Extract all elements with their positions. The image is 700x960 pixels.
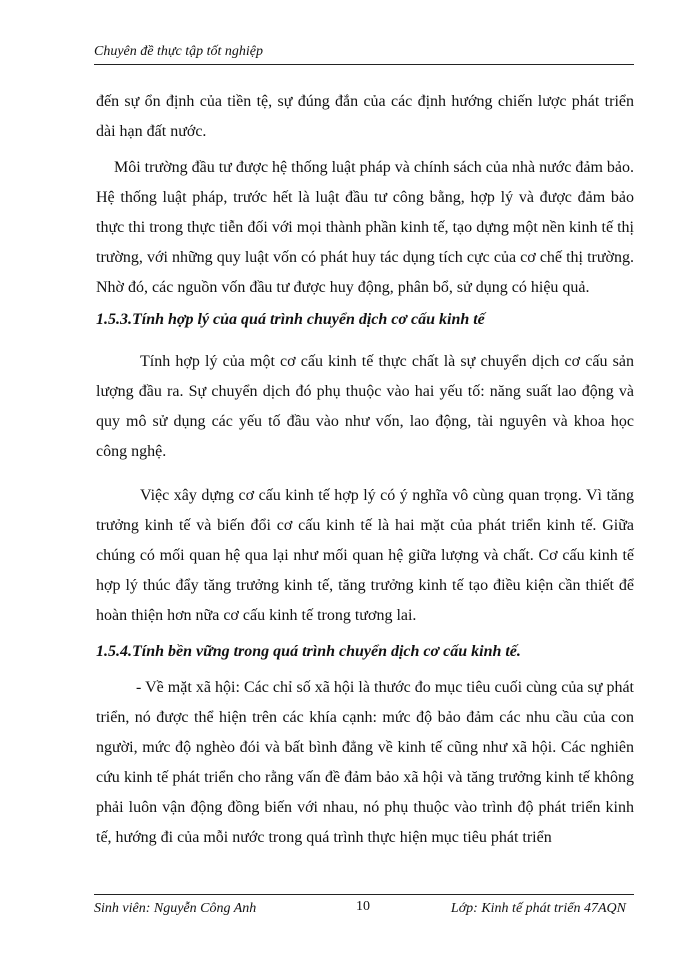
page-number: 10 xyxy=(356,899,370,914)
section-heading-1-5-3: 1.5.3.Tính hợp lý của quá trình chuyển dịch cơ cấu kinh tế xyxy=(96,311,485,328)
paragraph-continuation: đến sự ổn định của tiền tệ, sự đúng đắn của các định hướng chiến lược phát triển dài hạn đất nước. xyxy=(96,93,634,140)
footer-class-name: Lớp: Kinh tế phát triển 47AQN xyxy=(450,901,626,916)
paragraph-rationality: Tính hợp lý của một cơ cấu kinh tế thực chất là sự chuyển dịch cơ cấu sản lượng đầu ra. Sự chuyển dịch đó phụ thuộc vào hai yếu tố: năng suất lao động và quy mô sử dụng các yếu tố đầu vào như vốn, lao động, tài nguyên và khoa học công nghệ. xyxy=(96,353,634,460)
paragraph-investment-environment: Môi trường đầu tư được hệ thống luật pháp và chính sách của nhà nước đảm bảo. Hệ thống luật pháp, trước hết là luật đầu tư công bằng, hợp lý và được đảm bảo thực thi trong thực tiễn đối với mọi thành phần kinh tế, tạo dựng một nền kinh tế thị trường, với những quy luật vốn có phát huy tác dụng tích cực của cơ chế thị trường. Nhờ đó, các nguồn vốn đầu tư được huy động, phân bổ, sử dụng có hiệu quả. xyxy=(96,159,634,296)
footer-student-name: Sinh viên: Nguyễn Công Anh xyxy=(94,901,257,916)
footer-divider xyxy=(94,894,634,895)
header-divider xyxy=(94,64,634,65)
paragraph-social-aspect: - Về mặt xã hội: Các chỉ số xã hội là thước đo mục tiêu cuối cùng của sự phát triển, nó được thể hiện trên các khía cạnh: mức độ bảo đảm các nhu cầu của con người, mức độ nghèo đói và bất bình đẳng về kinh tế cũng như xã hội. Các nghiên cứu kinh tế phát triển cho rằng vấn đề đảm bảo xã hội và tăng trưởng kinh tế không phải luôn vận động đồng biến với nhau, nó phụ thuộc vào trình độ phát triển kinh tế, hướng đi của mỗi nước trong quá trình thực hiện mục tiêu phát triển xyxy=(96,679,634,846)
page-footer xyxy=(94,900,634,920)
page-header: Chuyên đề thực tập tốt nghiệp xyxy=(94,44,263,59)
paragraph-spacer xyxy=(96,467,634,475)
paragraph-structure-importance: Việc xây dựng cơ cấu kinh tế hợp lý có ý nghĩa vô cùng quan trọng. Vì tăng trưởng kinh tế và biến đổi cơ cấu kinh tế là hai mặt của phát triển kinh tế. Giữa chúng có mối quan hệ qua lại như mối quan hệ giữa lượng và chất. Cơ cấu kinh tế hợp lý thúc đẩy tăng trưởng kinh tế, tăng trưởng kinh tế tạo điều kiện cần thiết để hoàn thiện hơn nữa cơ cấu kinh tế trong tương lai. xyxy=(96,487,634,624)
document-body xyxy=(96,87,634,853)
section-heading-1-5-4: 1.5.4.Tính bền vững trong quá trình chuyển dịch cơ cấu kinh tế. xyxy=(96,643,521,660)
